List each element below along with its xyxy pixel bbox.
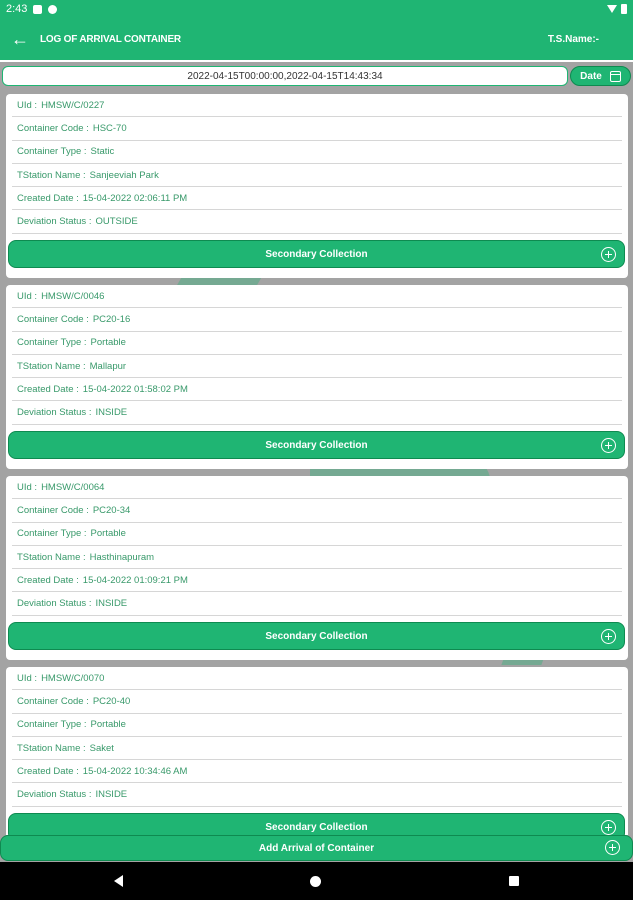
created-date-label: Created Date : bbox=[17, 765, 79, 777]
page-title: LOG OF ARRIVAL CONTAINER bbox=[40, 33, 181, 45]
created-date-label: Created Date : bbox=[17, 192, 79, 204]
container-type-value: Static bbox=[90, 146, 115, 158]
notification-icon bbox=[33, 5, 42, 14]
container-code-value: HSC-70 bbox=[92, 122, 127, 134]
created-date-row bbox=[12, 569, 622, 592]
container-code-value: PC20-16 bbox=[92, 313, 131, 325]
tstation-name-label: TStation Name : bbox=[17, 742, 86, 754]
deviation-status-row bbox=[12, 401, 622, 424]
uid-value: HMSW/C/0046 bbox=[41, 290, 105, 302]
secondary-collection-button[interactable] bbox=[8, 813, 625, 835]
sync-icon bbox=[48, 5, 57, 14]
deviation-status-row bbox=[12, 210, 622, 233]
container-type-label: Container Type : bbox=[17, 719, 87, 731]
deviation-status-row bbox=[12, 592, 622, 615]
container-type-row bbox=[12, 332, 622, 355]
container-type-label: Container Type : bbox=[17, 528, 87, 540]
deviation-status-label: Deviation Status : bbox=[17, 789, 92, 801]
system-nav-bar bbox=[0, 862, 633, 900]
tstation-name-value: Hasthinapuram bbox=[89, 551, 155, 563]
container-list[interactable] bbox=[0, 90, 633, 835]
deviation-status-label: Deviation Status : bbox=[17, 216, 92, 228]
tstation-name-value: Saket bbox=[89, 742, 114, 754]
add-circle-icon[interactable] bbox=[601, 820, 616, 835]
created-date-value: 15-04-2022 02:06:11 PM bbox=[82, 192, 188, 204]
created-date-row bbox=[12, 760, 622, 783]
container-type-row bbox=[12, 141, 622, 164]
tstation-name-value: Sanjeeviah Park bbox=[89, 169, 159, 181]
created-date-value: 15-04-2022 01:58:02 PM bbox=[82, 383, 188, 395]
secondary-collection-button[interactable] bbox=[8, 431, 625, 459]
battery-icon bbox=[621, 4, 627, 14]
nav-back-icon[interactable] bbox=[114, 875, 123, 887]
secondary-collection-button[interactable] bbox=[8, 622, 625, 650]
container-code-value: PC20-34 bbox=[92, 504, 131, 516]
container-code-label: Container Code : bbox=[17, 504, 89, 516]
container-code-row bbox=[12, 117, 622, 140]
uid-label: UId : bbox=[17, 672, 38, 684]
date-button[interactable] bbox=[570, 66, 631, 86]
nav-recents-icon[interactable] bbox=[509, 876, 519, 886]
container-type-label: Container Type : bbox=[17, 337, 87, 349]
secondary-collection-label: Secondary Collection bbox=[265, 821, 368, 833]
date-range-field[interactable]: 2022-04-15T00:00:00,2022-04-15T14:43:34 bbox=[2, 66, 568, 86]
uid-label: UId : bbox=[17, 290, 38, 302]
deviation-status-value: INSIDE bbox=[95, 789, 128, 801]
add-arrival-button[interactable] bbox=[0, 835, 633, 861]
created-date-label: Created Date : bbox=[17, 574, 79, 586]
deviation-status-value: OUTSIDE bbox=[95, 216, 138, 228]
container-card bbox=[6, 94, 628, 278]
tstation-name-label: TStation Name : bbox=[17, 169, 86, 181]
add-circle-icon[interactable] bbox=[601, 438, 616, 453]
container-code-row bbox=[12, 499, 622, 522]
container-type-label: Container Type : bbox=[17, 146, 87, 158]
uid-value: HMSW/C/0070 bbox=[41, 672, 105, 684]
deviation-status-value: INSIDE bbox=[95, 407, 128, 419]
container-code-label: Container Code : bbox=[17, 313, 89, 325]
tstation-name-row bbox=[12, 546, 622, 569]
deviation-status-value: INSIDE bbox=[95, 598, 128, 610]
tstation-name-value: Mallapur bbox=[89, 360, 127, 372]
deviation-status-label: Deviation Status : bbox=[17, 407, 92, 419]
uid-row bbox=[12, 667, 622, 690]
add-circle-icon[interactable] bbox=[601, 247, 616, 262]
deviation-status-row bbox=[12, 783, 622, 806]
add-circle-icon[interactable] bbox=[601, 629, 616, 644]
tstation-name-row bbox=[12, 355, 622, 378]
nav-home-icon[interactable] bbox=[310, 876, 321, 887]
app-bar bbox=[0, 18, 633, 62]
calendar-icon bbox=[610, 71, 621, 82]
uid-row bbox=[12, 285, 622, 308]
uid-label: UId : bbox=[17, 99, 38, 111]
container-type-value: Portable bbox=[90, 719, 126, 731]
tstation-name-label: TStation Name : bbox=[17, 551, 86, 563]
date-filter-row bbox=[0, 64, 633, 88]
created-date-row bbox=[12, 187, 622, 210]
secondary-collection-button[interactable] bbox=[8, 240, 625, 268]
add-circle-icon[interactable] bbox=[605, 840, 620, 855]
container-code-label: Container Code : bbox=[17, 695, 89, 707]
container-code-row bbox=[12, 690, 622, 713]
container-type-row bbox=[12, 714, 622, 737]
secondary-collection-label: Secondary Collection bbox=[265, 248, 368, 260]
container-code-row bbox=[12, 308, 622, 331]
status-bar bbox=[0, 0, 633, 18]
back-arrow-icon[interactable]: ← bbox=[11, 28, 29, 49]
ts-name-label: T.S.Name:- bbox=[547, 33, 599, 45]
created-date-value: 15-04-2022 10:34:46 AM bbox=[82, 765, 188, 777]
container-code-value: PC20-40 bbox=[92, 695, 131, 707]
uid-row bbox=[12, 94, 622, 117]
container-card bbox=[6, 476, 628, 660]
container-code-label: Container Code : bbox=[17, 122, 89, 134]
status-time: 2:43 bbox=[6, 3, 28, 15]
tstation-name-row bbox=[12, 164, 622, 187]
secondary-collection-label: Secondary Collection bbox=[265, 630, 368, 642]
created-date-row bbox=[12, 378, 622, 401]
tstation-name-label: TStation Name : bbox=[17, 360, 86, 372]
wifi-icon bbox=[607, 5, 617, 13]
secondary-collection-label: Secondary Collection bbox=[265, 439, 368, 451]
container-type-value: Portable bbox=[90, 528, 126, 540]
add-arrival-label: Add Arrival of Container bbox=[258, 842, 375, 854]
uid-value: HMSW/C/0064 bbox=[41, 481, 105, 493]
created-date-value: 15-04-2022 01:09:21 PM bbox=[82, 574, 188, 586]
uid-label: UId : bbox=[17, 481, 38, 493]
container-type-row bbox=[12, 523, 622, 546]
tstation-name-row bbox=[12, 737, 622, 760]
deviation-status-label: Deviation Status : bbox=[17, 598, 92, 610]
container-card bbox=[6, 285, 628, 469]
uid-row bbox=[12, 476, 622, 499]
created-date-label: Created Date : bbox=[17, 383, 79, 395]
container-card bbox=[6, 667, 628, 835]
container-type-value: Portable bbox=[90, 337, 126, 349]
date-button-label: Date bbox=[580, 70, 602, 82]
uid-value: HMSW/C/0227 bbox=[41, 99, 105, 111]
